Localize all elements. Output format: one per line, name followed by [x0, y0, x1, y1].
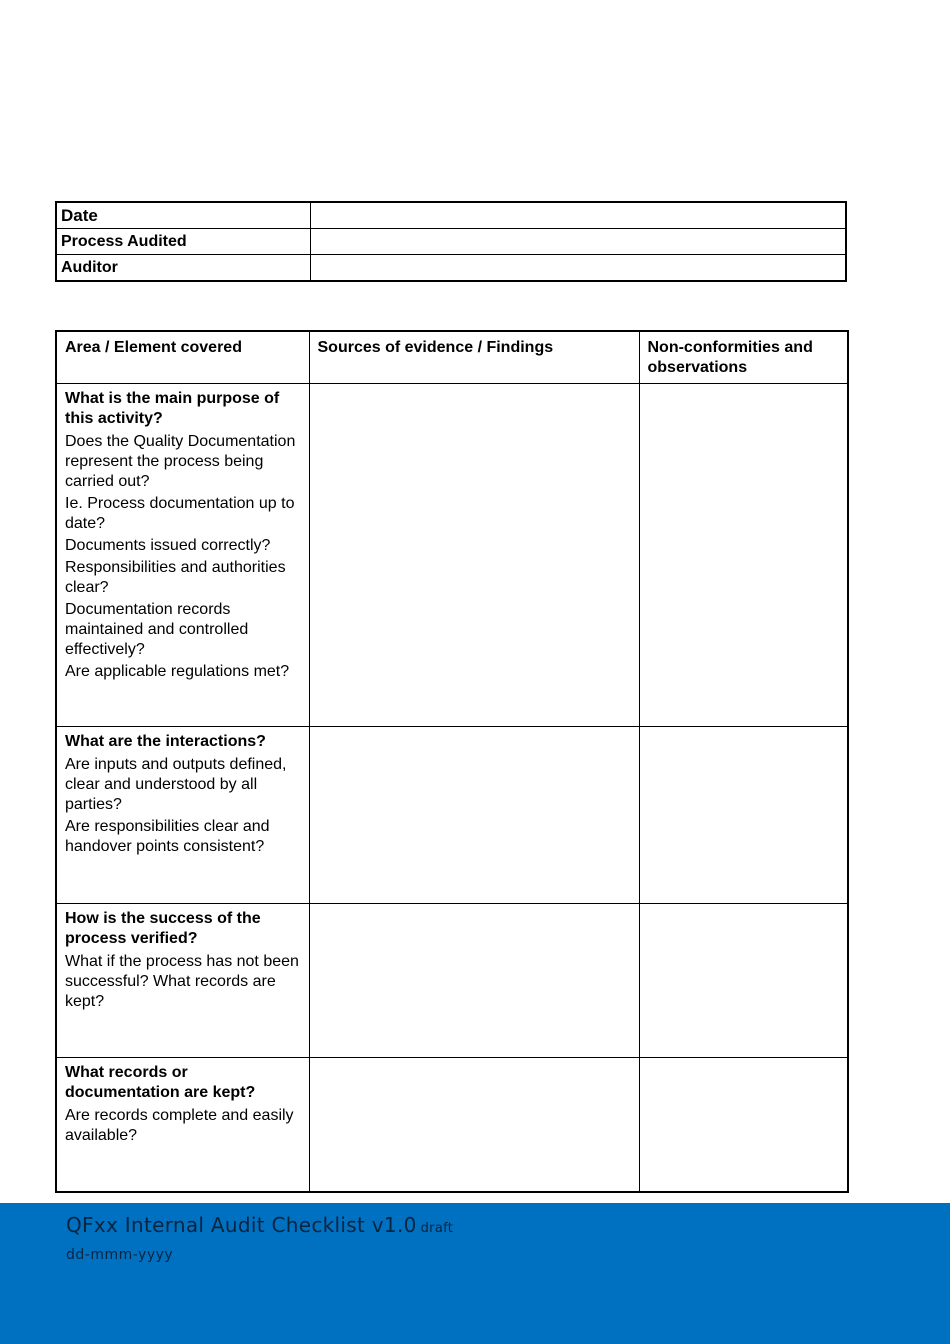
info-row-auditor [56, 255, 846, 282]
footer-title-line [66, 1213, 453, 1237]
question-line: Are responsibilities clear and handover points consistent? [65, 818, 270, 855]
question-line: Responsibilities and authorities clear? [65, 559, 286, 596]
info-row-date [56, 202, 846, 229]
checklist-row [56, 1058, 848, 1193]
question-title: What is the main purpose of this activity? [65, 390, 280, 427]
nonconformities-cell[interactable] [639, 1058, 848, 1193]
process-audited-label: Process Audited [56, 229, 311, 255]
auditor-value[interactable] [311, 255, 847, 282]
question-title: How is the success of the process verified? [65, 910, 261, 947]
document-status: draft [420, 1221, 454, 1236]
question-line: Documentation records maintained and controlled effectively? [65, 601, 249, 658]
question-title: What are the interactions? [65, 733, 266, 750]
info-row-process [56, 229, 846, 255]
document-date: dd-mmm-yyyy [66, 1247, 174, 1263]
question-line: Does the Quality Documentation represent the process being carried out? [65, 433, 296, 490]
header-area-element: Area / Element covered [56, 331, 309, 384]
audit-checklist-table [55, 330, 849, 1193]
checklist-row [56, 904, 848, 1058]
nonconformities-cell[interactable] [639, 727, 848, 904]
date-label: Date [56, 202, 311, 229]
nonconformities-cell[interactable] [639, 904, 848, 1058]
nonconformities-cell[interactable] [639, 384, 848, 727]
area-cell [56, 1058, 309, 1193]
page-footer [0, 1203, 950, 1344]
audit-info-table [55, 201, 847, 282]
process-audited-value[interactable] [311, 229, 847, 255]
area-cell [56, 904, 309, 1058]
area-cell [56, 727, 309, 904]
header-sources-findings: Sources of evidence / Findings [309, 331, 639, 384]
findings-cell[interactable] [309, 904, 639, 1058]
findings-cell[interactable] [309, 727, 639, 904]
question-title: What records or documentation are kept? [65, 1064, 256, 1101]
area-cell [56, 384, 309, 727]
findings-cell[interactable] [309, 384, 639, 727]
date-value[interactable] [311, 202, 847, 229]
question-line: Are applicable regulations met? [65, 663, 290, 680]
question-line: Documents issued correctly? [65, 537, 271, 554]
checklist-row [56, 384, 848, 727]
header-nonconformities: Non-conformities and observations [639, 331, 848, 384]
checklist-row [56, 727, 848, 904]
document-title: QFxx Internal Audit Checklist v1.0 [66, 1213, 417, 1237]
question-line: Are inputs and outputs defined, clear and understood by all parties? [65, 756, 287, 813]
question-line: Ie. Process documentation up to date? [65, 495, 295, 532]
findings-cell[interactable] [309, 1058, 639, 1193]
auditor-label: Auditor [56, 255, 311, 282]
question-line: What if the process has not been successful? What records are kept? [65, 953, 299, 1010]
question-line: Are records complete and easily available? [65, 1107, 294, 1144]
checklist-header-row [56, 331, 848, 384]
